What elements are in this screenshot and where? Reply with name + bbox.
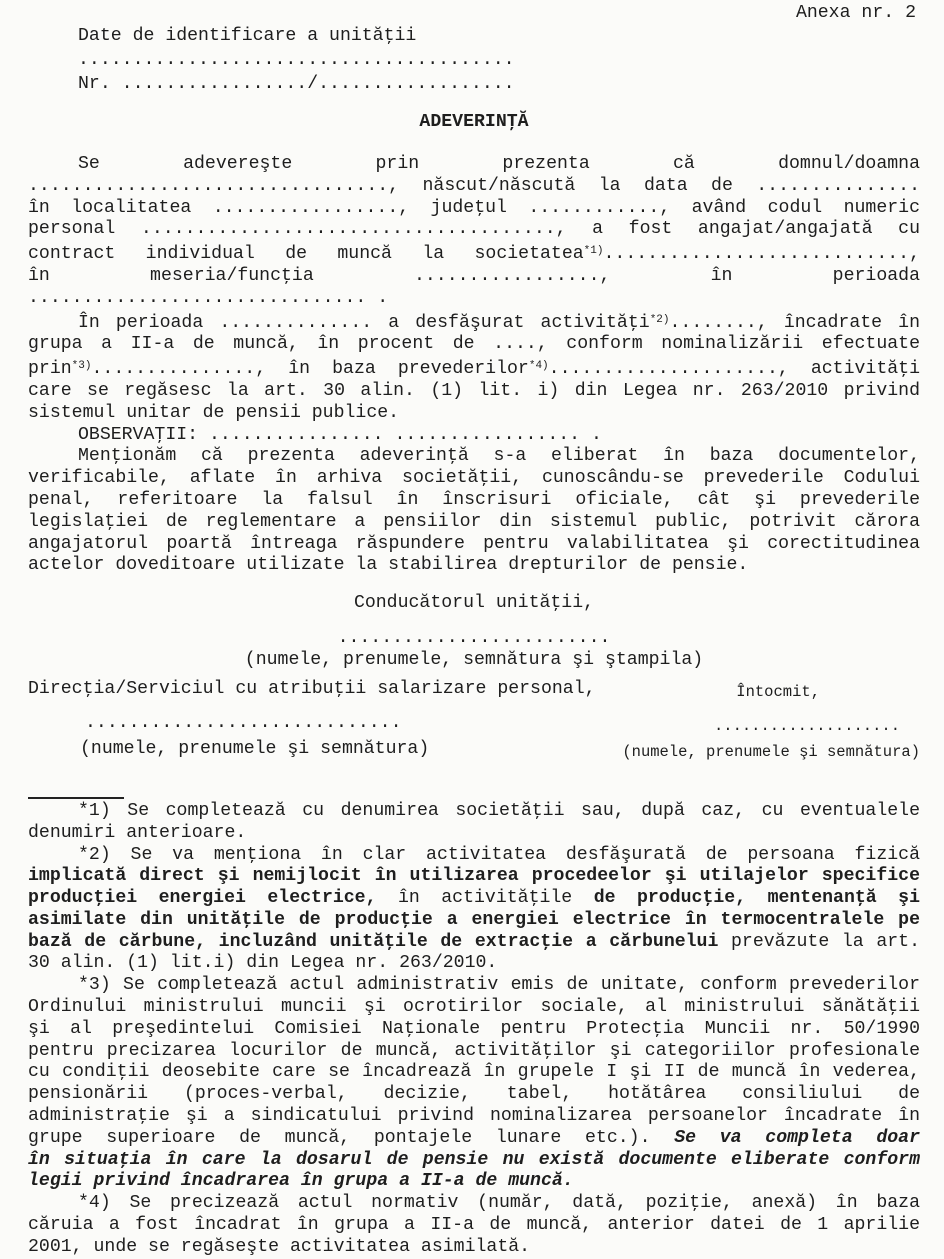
text-segment: *1) Se completează cu denumirea societăţii sau, după caz, cu eventualele xyxy=(78,800,920,821)
text-segment: cu condiţii deosebite care se încadrează în grupele I şi II de muncă în vederea, xyxy=(28,1062,920,1083)
text-segment: în meseria/funcţia ................., în perioada xyxy=(28,265,920,286)
text-line xyxy=(28,910,920,932)
text-segment: administraţie şi a sindicatului privind nominalizarea persoanelor încadrate în xyxy=(28,1106,920,1127)
text-line xyxy=(28,490,920,512)
text-line xyxy=(28,356,920,381)
prepared-by-heading: Întocmit, xyxy=(736,682,820,701)
unit-id-dots: ........................................ xyxy=(78,50,515,71)
text-line xyxy=(28,176,920,198)
text-line xyxy=(28,219,920,241)
text-line xyxy=(28,425,920,447)
text-line xyxy=(28,953,920,975)
text-line xyxy=(28,932,920,954)
text-segment: pentru precizarea locurilor de muncă, activităţilor şi categoriilor profesionale xyxy=(28,1040,920,1061)
text-segment: Ordinului ministrului muncii şi ocrotirilor sociale, al ministrului sănătăţii xyxy=(28,997,920,1018)
text-segment: pensionării (proces-verbal, decizie, tabel, hotătârea consiliului de xyxy=(28,1084,920,1105)
text-line xyxy=(28,381,920,403)
text-line xyxy=(28,446,920,468)
text-line xyxy=(28,310,920,335)
prepared-by-signature-dots: .................... xyxy=(713,717,900,736)
anexa-number: Anexa nr. 2 xyxy=(795,3,916,23)
text-segment: personal ......................................, a fost angajat/angajată cu xyxy=(28,219,920,240)
text-line xyxy=(28,1041,920,1063)
text-line xyxy=(28,1215,920,1237)
text-segment: 2001, unde se regăseşte activitatea asimilată. xyxy=(28,1236,531,1257)
text-segment: în localitatea ................., judeţul ............, având codul numeric xyxy=(28,197,920,218)
text-line xyxy=(28,241,920,266)
text-line xyxy=(28,266,920,288)
leader-heading: Conducătorul unităţii, xyxy=(353,593,595,614)
text-segment: care se regăsesc la art. 30 alin. (1) lit. i) din Legea nr. 263/2010 privind xyxy=(28,380,920,401)
leader-signature-dots: ......................... xyxy=(337,627,611,648)
text-segment: asimilate din unităţile de producţie a energiei electrice în termocentralele pe xyxy=(28,909,920,930)
footnote-marker: *1) xyxy=(583,245,604,258)
footnote-marker: *4) xyxy=(528,360,549,373)
text-line xyxy=(28,512,920,534)
text-segment: Se adevereşte prin prezenta că domnul/doamna xyxy=(78,153,920,174)
text-segment: ..............., în baza prevederilor xyxy=(91,359,529,380)
text-line xyxy=(28,334,920,356)
text-line xyxy=(28,1019,920,1041)
text-segment: căruia a fost încadrat în grupa a II-a de muncă, anterior datei de 1 aprilie xyxy=(28,1215,920,1236)
signature-dots-row xyxy=(28,713,920,735)
text-line xyxy=(28,997,920,1019)
text-segment: bază de cărbune, incluzând unităţile de extracţie a cărbunelui xyxy=(28,931,719,952)
text-segment: grupe superioare de muncă, pontajele lunare etc.). xyxy=(28,1127,675,1148)
text-segment: în situaţia în care la dosarul de pensie nu există documente eliberate conform xyxy=(28,1149,920,1170)
text-line xyxy=(28,534,920,556)
unit-identification-block xyxy=(78,26,920,96)
text-line xyxy=(28,288,920,310)
text-line xyxy=(28,1128,920,1150)
text-line xyxy=(28,1062,920,1084)
footnote-marker: *3) xyxy=(71,360,92,373)
text-line xyxy=(28,198,920,220)
text-segment: ........, încadrate în xyxy=(669,312,920,333)
text-segment: în activităţile xyxy=(376,888,594,909)
text-line xyxy=(28,468,920,490)
footnotes xyxy=(28,801,920,1259)
text-segment: *4) Se precizează actul normativ (număr, dată, poziţie, anexă) în baza xyxy=(78,1193,920,1214)
text-segment: contract individual de muncă la societatea xyxy=(28,244,584,265)
text-segment: penal, referitoare la falsul în înscrisuri oficiale, cât şi prevederile xyxy=(28,489,920,510)
body-paragraphs xyxy=(28,154,920,577)
text-line xyxy=(28,1171,920,1193)
text-line xyxy=(28,1106,920,1128)
department-heading: Direcţia/Serviciul cu atribuţii salarizare personal, xyxy=(28,678,596,699)
text-line xyxy=(28,801,920,823)
text-segment: 30 alin. (1) lit.i) din Legea nr. 263/2010. xyxy=(28,953,498,974)
text-line xyxy=(28,403,920,425)
text-segment: ............................... . xyxy=(28,287,389,308)
text-line xyxy=(28,1237,920,1259)
unit-id-number-line: Nr. ................./.................. xyxy=(78,74,515,95)
text-segment: de producţie, mentenanţă şi xyxy=(593,888,920,909)
text-line xyxy=(28,975,920,997)
text-line xyxy=(28,1150,920,1172)
footnote-divider xyxy=(28,797,124,799)
text-segment: ....................., activităţi xyxy=(548,359,920,380)
text-segment: denumiri anterioare. xyxy=(28,822,247,843)
text-segment: Se va completa doar xyxy=(674,1127,920,1148)
document-title: ADEVERINŢĂ xyxy=(419,112,529,133)
text-segment: sistemul unitar de pensii publice. xyxy=(28,402,400,423)
text-line xyxy=(28,845,920,867)
unit-id-label: Date de identificare a unităţii xyxy=(78,25,417,46)
text-segment: OBSERVAŢII: ................ ................. . xyxy=(78,424,602,445)
text-line xyxy=(28,1084,920,1106)
department-row xyxy=(28,679,920,701)
text-segment: prevăzute la art. xyxy=(718,931,920,952)
text-segment: actelor doveditoare utilizate la stabilirea drepturilor de pensie. xyxy=(28,555,749,576)
text-segment: verificabile, aflate în arhiva societăţii, cunoscându-se prevederile Codului xyxy=(28,468,920,489)
text-segment: Menţionăm că prezenta adeverinţă s-a eliberat în baza documentelor, xyxy=(78,446,920,467)
text-segment: şi al preşedintelui Comisiei Naţionale pentru Protecţia Muncii nr. 50/1990 xyxy=(28,1018,920,1039)
text-line xyxy=(28,154,920,176)
signature-captions-row xyxy=(28,739,920,761)
text-line xyxy=(28,823,920,845)
text-segment: prin xyxy=(28,359,72,380)
footnote-marker: *2) xyxy=(649,313,670,326)
text-line xyxy=(28,888,920,910)
text-line xyxy=(28,1193,920,1215)
text-line xyxy=(28,555,920,577)
text-segment: implicată direct şi nemijlocit în utilizarea procedeelor şi utilajelor specifice xyxy=(28,866,920,887)
text-line xyxy=(28,866,920,888)
department-signature-dots: ............................. xyxy=(85,713,402,734)
text-segment: legii privind încadrarea în grupa a II-a de muncă. xyxy=(28,1171,574,1192)
text-segment: ............................, xyxy=(603,244,920,265)
text-segment: legislaţiei de reglementare a pensiilor din sistemul public, potrivit cărora xyxy=(28,511,920,532)
text-segment: angajatorul poartă întreaga răspundere pentru valabilitatea şi corectitudinea xyxy=(28,533,920,554)
text-segment: În perioada .............. a desfăşurat activităţi xyxy=(78,312,650,333)
text-segment: grupa a II-a de muncă, în procent de ...., conform nominalizării efectuate xyxy=(28,334,920,355)
text-segment: ................................., născut/născută la data de ............... xyxy=(28,175,920,196)
prepared-by-signature-caption: (numele, prenumele şi semnătura) xyxy=(622,743,920,762)
leader-signature-caption: (numele, prenumele, semnătura şi ştampila) xyxy=(244,649,704,670)
text-segment: producţiei energiei electrice, xyxy=(28,888,377,909)
text-segment: *2) Se va menţiona în clar activitatea desfăşurată de persoana fizică xyxy=(78,844,920,865)
department-signature-caption: (numele, prenumele şi semnătura) xyxy=(80,739,430,760)
text-segment: *3) Se completează actul administrativ emis de unitate, conform prevederilor xyxy=(78,975,920,996)
